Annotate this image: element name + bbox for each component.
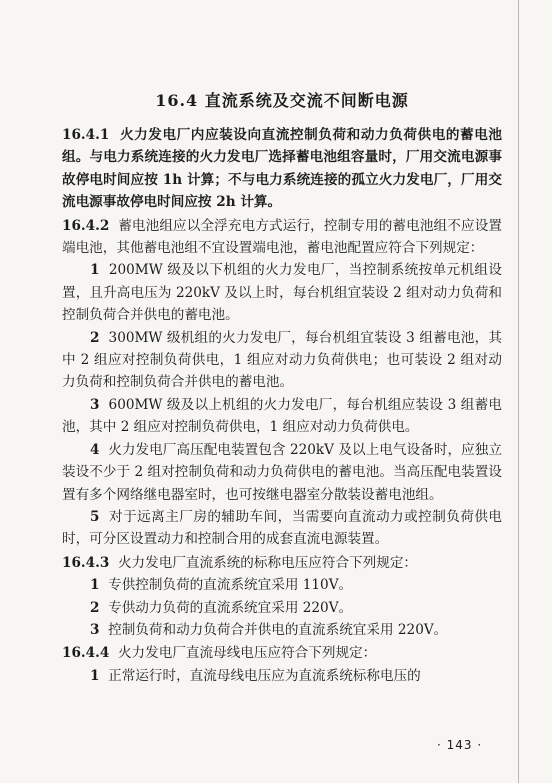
- item-number: 1: [90, 262, 100, 279]
- list-item: [62, 506, 502, 551]
- clause-16-4-3: [62, 552, 502, 574]
- clause-number: 16.4.3: [62, 554, 110, 571]
- item-number: 2: [90, 329, 100, 346]
- list-item: [62, 619, 502, 641]
- list-item: [62, 327, 502, 394]
- list-item: [62, 394, 502, 439]
- item-number: 3: [90, 621, 100, 638]
- item-text: 火力发电厂高压配电装置包含 220kV 及以上电气设备时，应独立装设不少于 2 组对控制负荷和动力负荷供电的蓄电池。当高压配电装置设置有多个网络继电器室时，也可按继电器室分散装设蓄电池组。: [62, 441, 502, 503]
- list-item: [62, 259, 502, 326]
- item-text: 200MW 级及以下机组的火力发电厂，当控制系统按单元机组设置，且升高电压为 220kV 及以上时，每台机组宜装设 2 组对动力负荷和控制负荷合并供电的蓄电池。: [62, 262, 502, 324]
- list-item: [62, 439, 502, 506]
- page-number: · 143 ·: [437, 738, 483, 752]
- clause-16-4-2: [62, 215, 502, 260]
- clause-text: 火力发电厂内应装设向直流控制负荷和动力负荷供电的蓄电池组。与电力系统连接的火力发电厂选择蓄电池组容量时，厂用交流电源事故停电时间应按 1h 计算；不与电力系统连接的孤立火力发电厂，厂用交流电源事故停电时间应按 2h 计算。: [62, 127, 502, 211]
- item-text: 300MW 级机组的火力发电厂，每台机组宜装设 3 组蓄电池，其中 2 组应对控制负荷供电，1 组应对动力负荷供电；也可装设 2 组对动力负荷和控制负荷合并供电的蓄电池。: [62, 329, 502, 391]
- item-number: 3: [90, 396, 100, 413]
- clause-number: 16.4.4: [62, 645, 110, 662]
- list-item: [62, 597, 502, 619]
- clause-number: 16.4.1: [62, 127, 110, 143]
- item-text: 专供动力负荷的直流系统宜采用 220V。: [108, 599, 353, 616]
- item-number: 1: [90, 577, 100, 594]
- clause-16-4-1: [62, 124, 502, 214]
- section-title: 16.4 直流系统及交流不间断电源: [155, 91, 409, 110]
- item-number: 2: [90, 599, 100, 616]
- item-number: 4: [90, 441, 100, 458]
- item-text: 对于远离主厂房的辅助车间，当需要向直流动力或控制负荷供电时，可分区设置动力和控制合用的成套直流电源装置。: [62, 508, 502, 548]
- clause-text: 火力发电厂直流母线电压应符合下列规定：: [117, 645, 377, 662]
- list-item: [62, 665, 502, 687]
- document-body: [62, 88, 502, 687]
- clause-text: 蓄电池组应以全浮充电方式运行，控制专用的蓄电池组不应设置端电池，其他蓄电池组不宜设置端电池，蓄电池配置应符合下列规定：: [62, 217, 502, 257]
- item-number: 5: [90, 508, 100, 525]
- list-item: [62, 574, 502, 596]
- item-text: 正常运行时，直流母线电压应为直流系统标称电压的: [108, 667, 421, 684]
- page-edge: [518, 0, 519, 783]
- clause-text: 火力发电厂直流系统的标称电压应符合下列规定：: [117, 554, 418, 571]
- item-text: 专供控制负荷的直流系统宜采用 110V。: [108, 577, 353, 594]
- item-text: 控制负荷和动力负荷合并供电的直流系统宜采用 220V。: [108, 621, 448, 638]
- item-text: 600MW 级及以上机组的火力发电厂，每台机组应装设 3 组蓄电池，其中 2 组应对控制负荷供电，1 组应对动力负荷供电。: [62, 396, 502, 436]
- item-number: 1: [90, 667, 100, 684]
- clause-number: 16.4.2: [62, 217, 110, 234]
- clause-16-4-4: [62, 642, 502, 664]
